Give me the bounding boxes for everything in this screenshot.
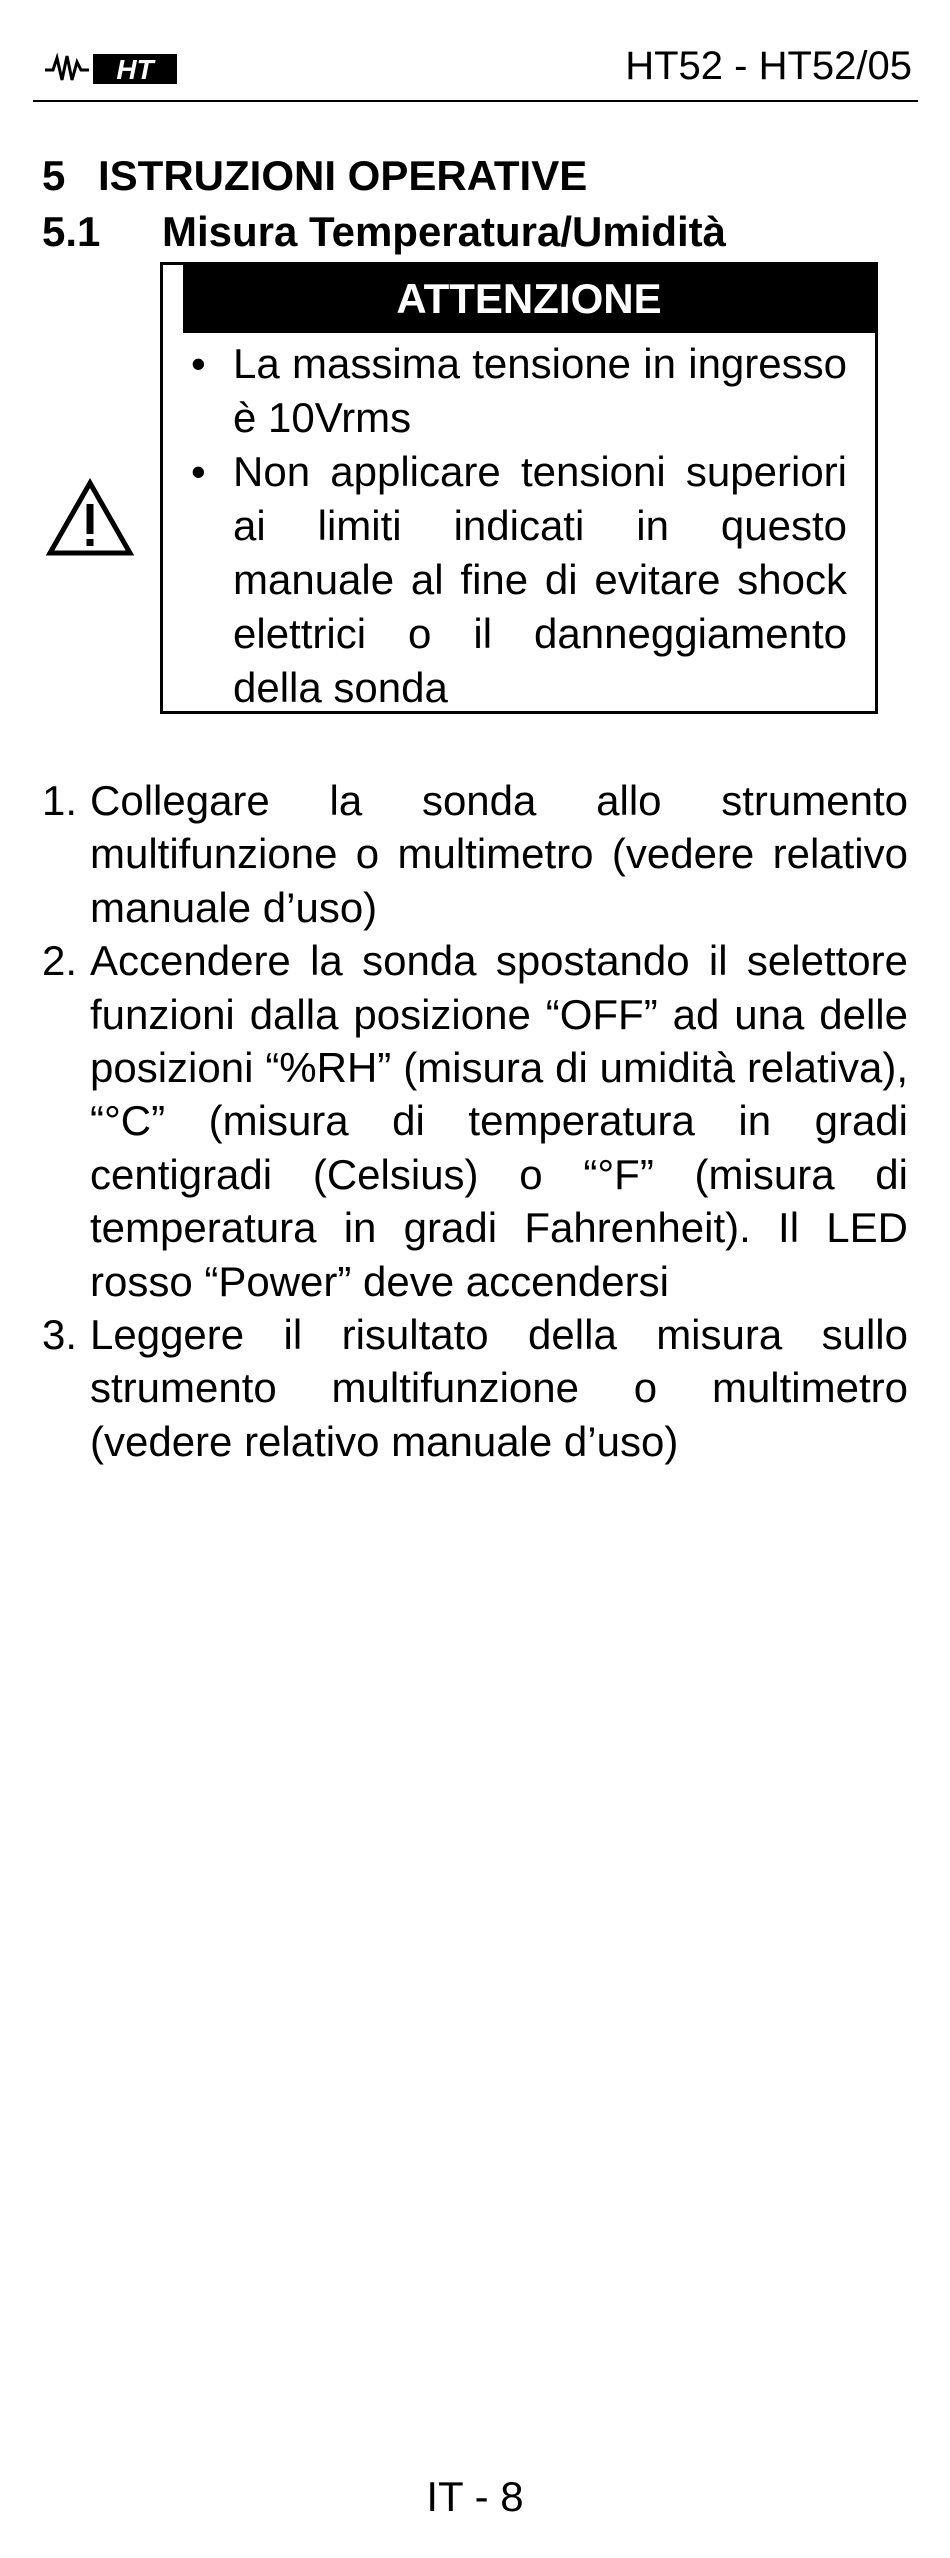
section-heading bbox=[42, 150, 587, 202]
step-item bbox=[42, 774, 908, 934]
step-text: Leggere il risultato della misura sullo strumento multifunzione o multimetro (vedere relativo manuale d’uso) bbox=[90, 1311, 908, 1465]
logo-text: HT bbox=[116, 54, 154, 85]
instruction-steps bbox=[42, 774, 908, 1468]
step-number: 2. bbox=[42, 937, 78, 985]
warning-triangle-icon bbox=[46, 478, 134, 558]
warning-box bbox=[160, 262, 878, 714]
ht-logo bbox=[45, 50, 177, 86]
step-item bbox=[42, 934, 908, 1308]
document-id: HT52 - HT52/05 bbox=[625, 44, 912, 88]
subsection-number: 5.1 bbox=[42, 208, 101, 255]
step-item bbox=[42, 1308, 908, 1468]
warning-list bbox=[163, 333, 875, 715]
step-number: 1. bbox=[42, 777, 78, 824]
section-title: ISTRUZIONI OPERATIVE bbox=[98, 152, 588, 199]
step-text: Accendere la sonda spostando il selettore funzioni dalla posizione “OFF” ad una delle posizioni “%RH” (misura di umidità relativa), “°C” (misura di temperatura in gradi centigradi (Celsius) o “°F” (misura di temperatura in gradi Fahrenheit). Il LED rosso “Power” deve accendersi bbox=[90, 937, 908, 1305]
section-number: 5 bbox=[42, 152, 66, 199]
subsection-title: Misura Temperatura/Umidità bbox=[162, 208, 727, 255]
warning-item: • La massima tensione in ingresso è 10Vrms bbox=[183, 337, 847, 445]
step-number: 3. bbox=[42, 1311, 78, 1359]
step-text: Collegare la sonda allo strumento multifunzione o multimetro (vedere relativo manuale d’uso) bbox=[90, 777, 908, 931]
subsection-heading bbox=[42, 206, 726, 258]
page-number: IT - 8 bbox=[426, 2473, 524, 2520]
warning-item: • Non applicare tensioni superiori ai limiti indicati in questo manuale al fine di evitare shock elettrici o il danneggiamento della sonda bbox=[183, 445, 847, 715]
page-header bbox=[33, 28, 918, 102]
warning-title: ATTENZIONE bbox=[163, 265, 875, 333]
